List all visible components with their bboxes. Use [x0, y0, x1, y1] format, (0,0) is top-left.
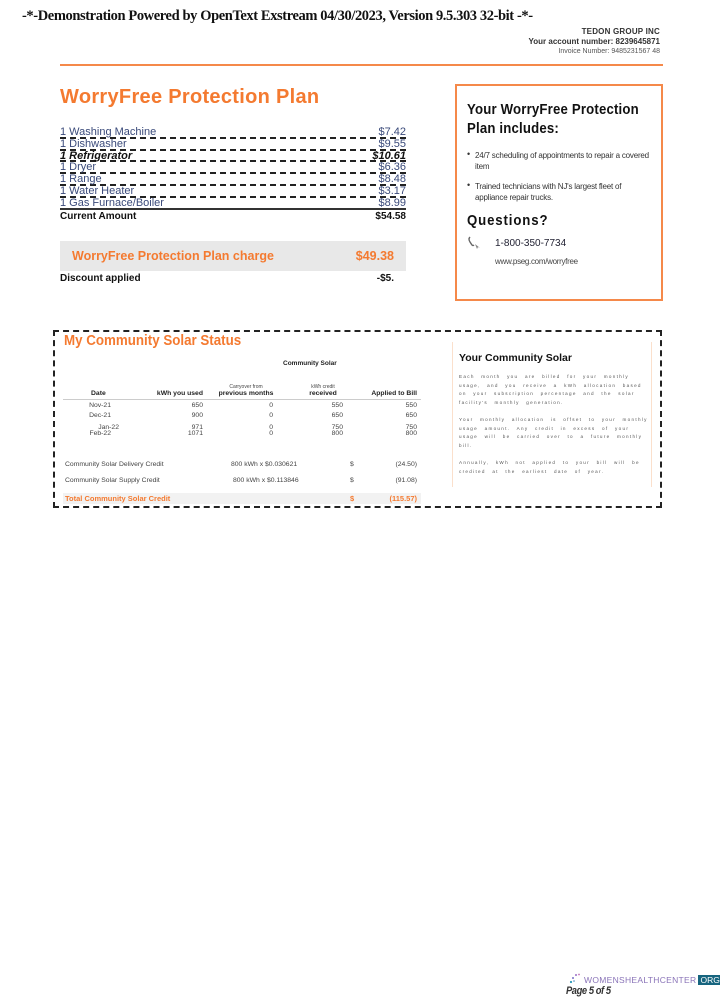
invoice-number: 9485231567 48: [611, 48, 660, 55]
total-solar-credit-row: Total Community Solar Credit $ (115.57): [63, 493, 421, 504]
community-solar-section: [53, 330, 662, 508]
watermark-tld: ORG: [700, 975, 720, 985]
worryfree-title: WorryFree Protection Plan: [60, 86, 320, 108]
worryfree-item: 1 Water Heater $3.17: [60, 184, 406, 197]
includes-bullet: • Trained technicians with NJ's largest fleet of appliance repair trucks.: [467, 181, 651, 203]
demo-banner: -*-Demonstration Powered by OpenText Exstream 04/30/2023, Version 9.5.303 32-bit -*-: [22, 8, 533, 24]
total-solar-credit: (115.57): [389, 494, 417, 503]
current-amount: $54.58: [375, 210, 406, 222]
charge-amount: $49.38: [355, 249, 394, 263]
solar-title: My Community Solar Status: [64, 333, 242, 349]
worryfree-item: 1 Gas Furnace/Boiler $8.99: [60, 196, 406, 209]
worryfree-item: 1 Dryer $6.36: [60, 161, 406, 174]
table-row: Jan-22 971 0 750 750: [98, 424, 417, 431]
worryfree-url[interactable]: www.pseg.com/worryfree: [495, 257, 578, 266]
col-date: Date: [91, 390, 106, 397]
current-amount-row: Current Amount $54.58: [60, 210, 406, 222]
col-carryover: Carryover from previous months: [218, 384, 274, 397]
includes-bullet: • 24/7 scheduling of appointments to repair a covered item: [467, 150, 651, 172]
worryfree-item: 1 Range $8.48: [60, 173, 406, 186]
account-number-line: Your account number: 8239645871: [528, 37, 660, 46]
worryfree-charge-row: [60, 241, 406, 271]
company-name: TEDON GROUP INC: [581, 27, 660, 36]
page-number: Page 5 of 5: [566, 985, 611, 997]
solar-info-paragraph: Each month you are billed for your monthly usage, and you receive a kWh allocation based on your subscription percentage and the solar facility's monthly generation.: [459, 374, 642, 405]
your-solar-title: Your Community Solar: [459, 352, 572, 364]
worryfree-includes-box: [455, 84, 663, 301]
worryfree-item: 1 Washing Machine $7.42: [60, 126, 406, 138]
solar-table-body: [63, 401, 421, 441]
col-applied: Applied to Bill: [371, 390, 417, 397]
solar-info-paragraph: Annually, kWh not applied to your bill will be credited at the earliest date of year.: [459, 460, 640, 474]
solar-info-paragraph: Your monthly allocation is offset to your monthly usage amount. Any credit in excess of your usage will be carried over to a future monthly bill.: [459, 417, 648, 448]
invoice-number-line: Invoice Number: 9485231567 48: [558, 48, 660, 55]
your-community-solar-panel: [452, 342, 652, 487]
header-divider: [60, 64, 663, 66]
solar-credits: [63, 457, 421, 489]
phone-number[interactable]: 1-800-350-7734: [495, 237, 567, 249]
discount-row: Discount applied -$5.: [60, 273, 394, 284]
credit-row: Community Solar Supply Credit 800 kWh x $0.113846 $ (91.08): [65, 477, 417, 484]
watermark-text: WOMENSHEALTHCENTER: [584, 975, 697, 985]
credit-row: Community Solar Delivery Credit 800 kWh x $0.030621 $ (24.50): [65, 461, 417, 468]
includes-title: Your WorryFree Protection Plan includes:: [467, 101, 639, 137]
worryfree-item-list: [60, 127, 406, 222]
discount-amount: -$5.: [376, 273, 394, 284]
table-row: Dec-21 900 0 650 650: [89, 412, 417, 419]
worryfree-item: 1 Refrigerator $10.61: [60, 149, 406, 162]
solar-table-header: [63, 376, 421, 400]
includes-list: [467, 150, 651, 203]
charge-label: WorryFree Protection Plan charge: [72, 249, 274, 263]
phone-row: [467, 235, 651, 251]
table-row: Feb-22 1071 0 800 800: [89, 430, 417, 437]
col-kwh-used: kWh you used: [156, 390, 203, 397]
table-row: Nov-21 650 0 550 550: [89, 402, 417, 409]
account-info: [529, 27, 660, 57]
col-credit-received: kWh credit received: [309, 384, 337, 397]
phone-icon: [467, 235, 483, 251]
questions-heading: Questions?: [467, 212, 549, 229]
solar-group-header: Community Solar: [283, 360, 337, 367]
account-number: 8239645871: [615, 37, 660, 46]
worryfree-item: 1 Dishwasher $9.55: [60, 137, 406, 150]
